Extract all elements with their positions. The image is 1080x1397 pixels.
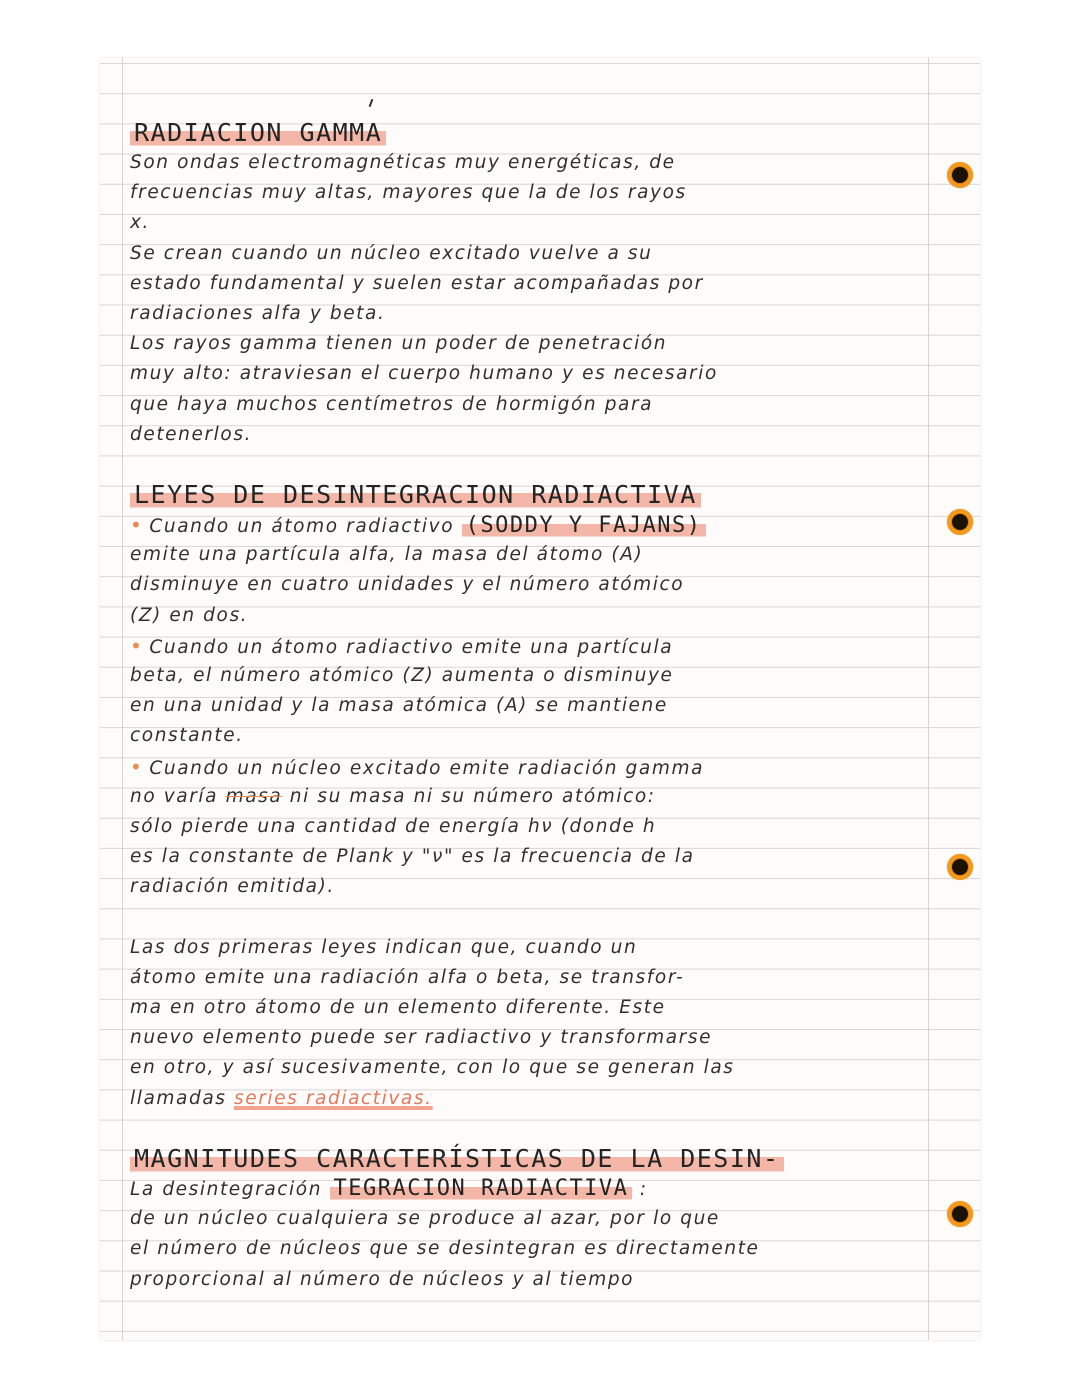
crossed-out-word: masa: [225, 785, 283, 807]
text-line: sólo pierde una cantidad de energía hν (donde h: [130, 815, 657, 837]
text-line: Se crean cuando un núcleo excitado vuelve a su: [130, 242, 653, 264]
bullet-item: • Cuando un átomo radiactivo emite una partícula: [130, 633, 674, 658]
text-line: disminuye en cuatro unidades y el número atómico: [130, 574, 685, 596]
text-line: el número de núcleos que se desintegran es directamente: [130, 1238, 760, 1260]
heading-continuation: TEGRACION RADIACTIVA: [330, 1176, 633, 1201]
text-line: ma en otro átomo de un elemento diferente. Este: [130, 997, 666, 1019]
text-line: nuevo elemento puede ser radiactivo y transformarse: [130, 1027, 713, 1049]
series-radiactivas-highlight: series radiactivas.: [233, 1087, 433, 1109]
text-line: muy alto: atraviesan el cuerpo humano y es necesario: [130, 363, 718, 385]
heading-magnitudes: MAGNITUDES CARACTERÍSTICAS DE LA DESIN-: [130, 1144, 930, 1174]
text-line: en otro, y así sucesivamente, con lo que se generan las: [130, 1057, 735, 1079]
text-line: proporcional al número de núcleos y al tiempo: [130, 1268, 635, 1290]
text-line: detenerlos.: [130, 423, 253, 445]
binder-hole: [947, 509, 973, 535]
bullet-dot: •: [130, 513, 144, 538]
text-line: x.: [130, 212, 151, 234]
text-line: estado fundamental y suelen estar acompañadas por: [130, 272, 704, 294]
margin-line-left: [122, 58, 123, 1340]
text-line: en una unidad y la masa atómica (A) se mantiene: [130, 695, 668, 717]
text-line: llamadas series radiactivas.: [130, 1087, 433, 1109]
bullet-dot: •: [130, 633, 144, 658]
text-line: Las dos primeras leyes indican que, cuando un: [130, 936, 638, 958]
heading-radiacion-gamma: RADIACION GAMMA: [130, 118, 930, 148]
text-line: radiaciones alfa y beta.: [130, 302, 386, 324]
text-line: que haya muchos centímetros de hormigón para: [130, 393, 654, 415]
binder-hole: [947, 854, 973, 880]
text-line: no varía masa ni su masa ni su número atómico:: [130, 785, 656, 807]
text-line: constante.: [130, 725, 244, 747]
text-line: es la constante de Plank y "ν" es la frecuencia de la: [130, 846, 695, 868]
text-line: beta, el número atómico (Z) aumenta o disminuye: [130, 665, 674, 686]
bullet-item: • Cuando un núcleo excitado emite radiación gamma: [130, 754, 705, 779]
text-line: emite una partícula alfa, la masa del átomo (A): [130, 544, 644, 566]
text-line: átomo emite una radiación alfa o beta, se transfor-: [130, 966, 685, 988]
text-line: Los rayos gamma tienen un poder de penetración: [130, 333, 668, 355]
binder-hole: [947, 1201, 973, 1227]
text-line: Son ondas electromagnéticas muy energéticas, de: [130, 152, 676, 173]
text-line: (Z) en dos.: [130, 604, 249, 626]
binder-hole: [947, 162, 973, 188]
bullet-dot: •: [130, 754, 144, 779]
bullet-item: • Cuando un átomo radiactivo (SODDY Y FAJANS): [130, 510, 930, 540]
text-line: de un núcleo cualquiera se produce al azar, por lo que: [130, 1208, 720, 1230]
soddy-fajans-tag: (SODDY Y FAJANS): [462, 513, 706, 538]
text-line: La desintegración TEGRACION RADIACTIVA :: [130, 1176, 648, 1201]
notes-content: [130, 118, 930, 1295]
text-line: radiación emitida).: [130, 876, 335, 898]
text-line: frecuencias muy altas, mayores que la de los rayos: [130, 182, 687, 204]
heading-leyes-desintegracion: LEYES DE DESINTEGRACION RADIACTIVA: [130, 480, 930, 510]
